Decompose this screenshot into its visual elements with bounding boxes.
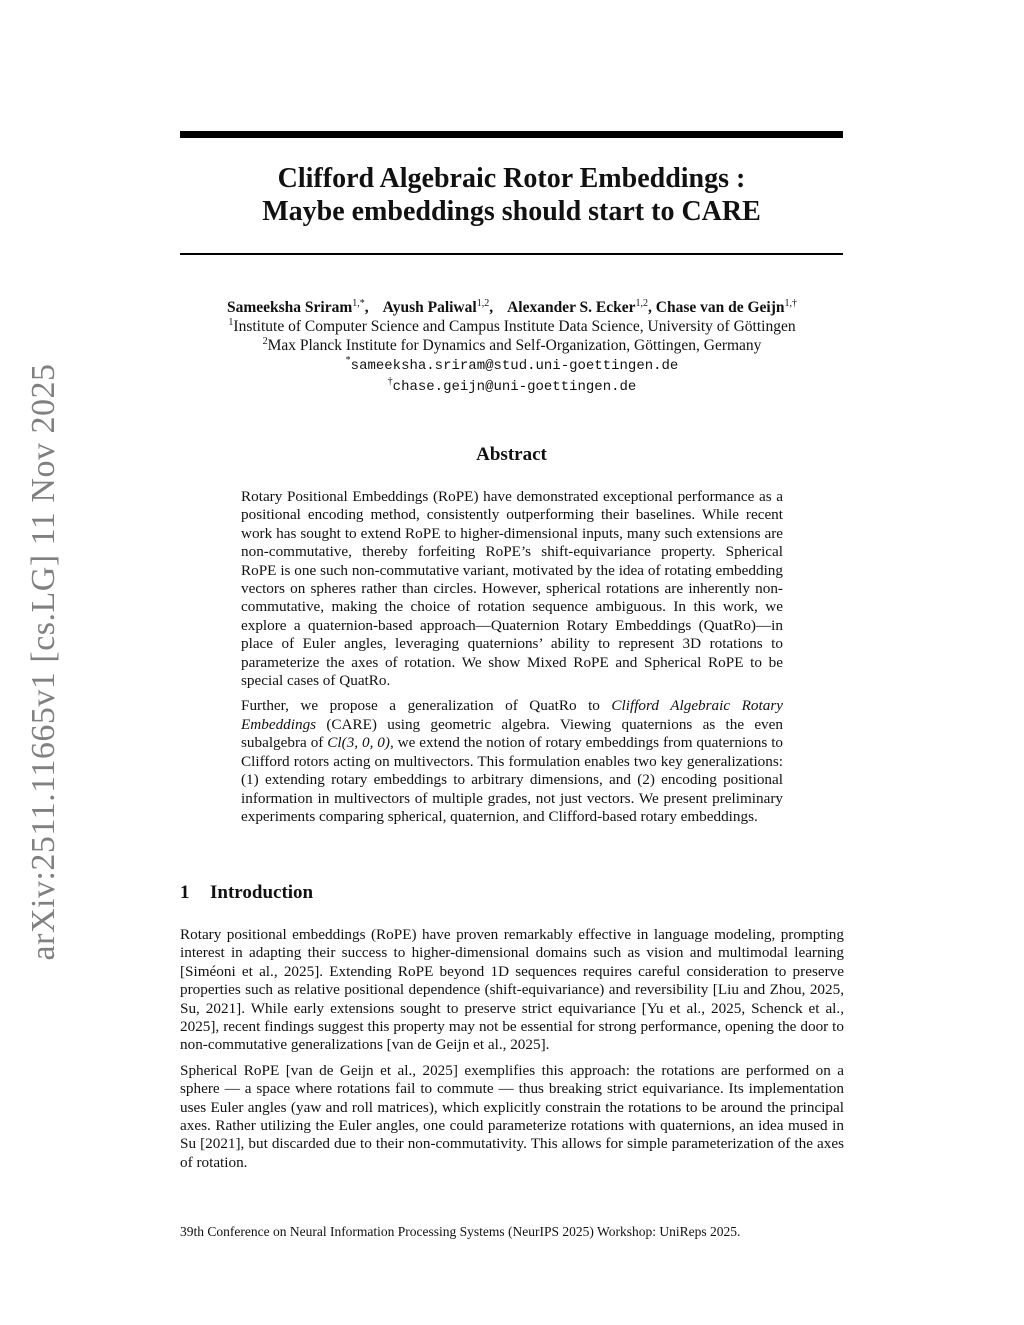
email-1: *sameeksha.sriram@stud.uni-goettingen.de — [345, 355, 679, 374]
email-link[interactable]: sameeksha.sriram@stud.uni-goettingen.de — [350, 358, 679, 374]
author-list: Sameeksha Sriram$^{1,*}$, Ayush Paliwal$^{1,2}$, Alexander S. Ecker$^{1,2}$, Chase van de Geijn$^{1,\dagger}$ — [226, 298, 798, 316]
section-heading — [180, 882, 843, 904]
author-name: Alexander S. Ecker — [507, 299, 636, 316]
title-rule-top — [180, 131, 843, 138]
abstract-paragraph-1: Rotary Positional Embeddings (RoPE) have demonstrated exceptional performance as a positional encoding method, consistently outperforming their baselines. While recent work has sought to extend RoPE to higher-dimensional inputs, many such extensions are non-commutative, thereby forfeiting RoPE’s shift-equivariance property. Spherical RoPE is one such non-commutative variant, motivated by the idea of rotating embedding vectors on spheres rather than circles. However, spherical rotations are inherently non-commutative, making the choice of rotation sequence ambiguous. In this work, we explore a quaternion-based approach—Quaternion Rotary Embeddings (QuatRo)—in place of Euler angles, leveraging quaternions’ ability to represent 3D rotations to parameterize the axes of rotation. We show Mixed RoPE and Spherical RoPE to be special cases of QuatRo. — [241, 488, 783, 690]
abstract-paragraph-2: Further, we propose a generalization of QuatRo to Clifford Algebraic Rotary Embeddings (CARE) using geometric algebra. Viewing quaternions as the even subalgebra of Cl(3, 0, 0), we extend the notion of rotary embeddings from quaternions to Clifford rotors acting on multivectors. This formulation enables two key generalizations: (1) extending rotary embeddings to arbitrary dimensions, and (2) encoding positional information in multivectors of multiple grades, not just vectors. We present preliminary experiments comparing spherical, quaternion, and Clifford-based rotary embeddings. — [241, 697, 784, 825]
author-name: Chase van de Geijn — [655, 299, 785, 316]
paper-title — [180, 162, 843, 228]
author-block — [150, 298, 874, 397]
author-affiliation-mark: 1,2 — [635, 298, 649, 309]
abstract-body — [241, 488, 783, 833]
section-number: 1 — [180, 882, 190, 903]
abstract-heading: Abstract — [476, 444, 547, 465]
title-line-1: Clifford Algebraic Rotor Embeddings : — [277, 163, 746, 194]
email-link[interactable]: chase.geijn@uni-goettingen.de — [392, 379, 637, 395]
arxiv-stamp: arXiv:2511.11665v1 [cs.LG] 11 Nov 2025 — [25, 363, 62, 961]
author-name: Ayush Paliwal — [382, 299, 477, 316]
section-title: Introduction — [210, 882, 314, 903]
author-name: Sameeksha Sriram — [226, 299, 353, 316]
footer-note: 39th Conference on Neural Information Processing Systems (NeurIPS 2025) Workshop: UniReps 2025. — [180, 1224, 741, 1239]
author-affiliation-mark: 1,* — [352, 298, 365, 309]
author-affiliation-mark: 1,2 — [476, 298, 490, 309]
affiliation-1: $^1$Institute of Computer Science and Campus Institute Data Science, University of Göttingen — [228, 317, 796, 335]
title-rule-bottom — [180, 253, 843, 255]
introduction-body — [180, 926, 844, 1179]
math-expression: Cl(3, 0, 0) — [327, 734, 390, 752]
author-affiliation-mark: 1,† — [784, 298, 798, 309]
email-2: †chase.geijn@uni-goettingen.de — [387, 376, 637, 395]
title-line-2: Maybe embeddings should start to CARE — [262, 196, 761, 227]
intro-paragraph-1: Rotary positional embeddings (RoPE) have proven remarkably effective in language modeling, prompting interest in adapting their success to higher-dimensional domains such as vision and multimodal learning [Siméoni et al., 2025]. Extending RoPE beyond 1D sequences requires careful consideration to preserve properties such as relative positional dependence (shift-equivariance) and reversibility [Liu and Zhou, 2025, Su, 2021]. While early extensions sought to preserve strict equivariance [Yu et al., 2025, Schenck et al., 2025], recent findings suggest this property may not be essential for strong performance, opening the door to non-commutative generalizations [van de Geijn et al., 2025]. — [180, 926, 844, 1054]
intro-paragraph-2: Spherical RoPE [van de Geijn et al., 2025] exemplifies this approach: the rotations are performed on a sphere — a space where rotations fail to commute — thus breaking strict equivariance. Its implementation uses Euler angles (yaw and roll matrices), which explicitly constrain the rotations to be around the principal axes. Rather utilizing the Euler angles, one could parameterize rotations with quaternions, an idea mused in Su [2021], but discarded due to their non-commutativity. This allows for simple parameterization of the axes of rotation. — [180, 1061, 844, 1171]
affiliation-2: $^2$Max Planck Institute for Dynamics and Self-Organization, Göttingen, Germany — [262, 336, 762, 354]
